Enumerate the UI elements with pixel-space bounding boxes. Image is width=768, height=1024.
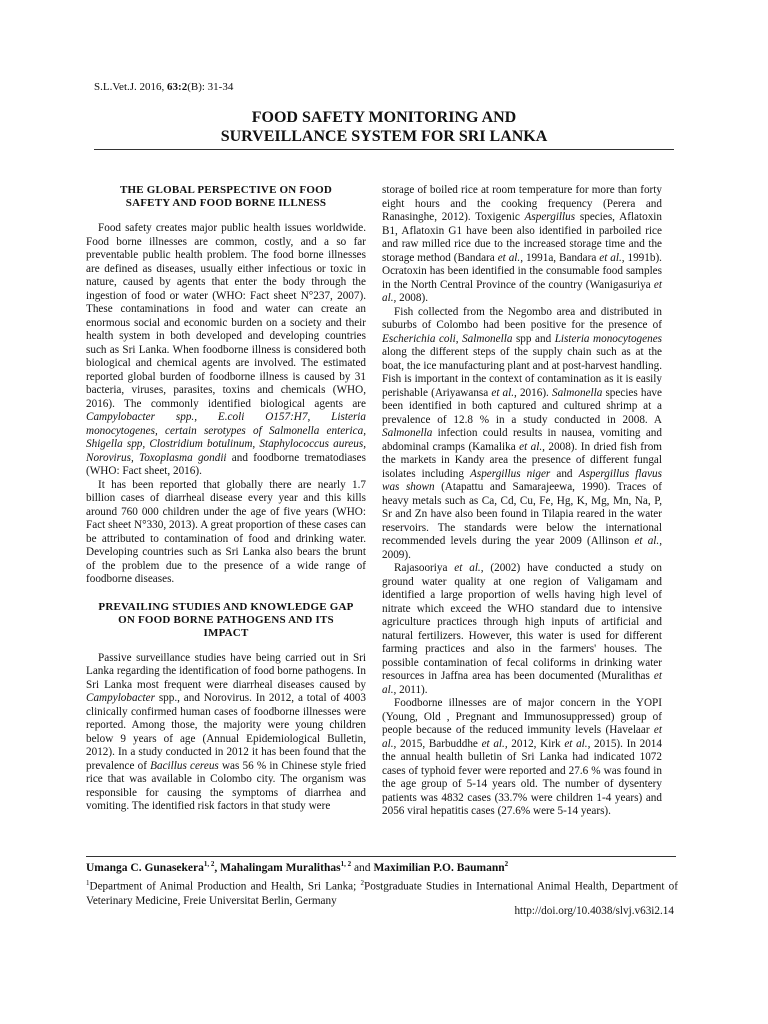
et-al: et al., — [497, 251, 523, 264]
et-al: et al., — [382, 278, 662, 304]
affiliation-text: Postgraduate Studies in International Animal Health, Department of Veterinary Medicine, Freie Universitat Berlin, Germany — [86, 880, 678, 907]
text: 2016). — [516, 386, 552, 399]
et-al: et al., — [454, 562, 484, 574]
affiliation-marker: 2 — [360, 879, 365, 887]
author-affiliation-marker: 1, 2 — [340, 860, 352, 868]
pathogen-list: Campylobacter spp., E.coli O157:H7, Listeria monocytogenes, certain serotypes of Salmonella enterica, Shigella spp, Clostridium botulinum, Staphylococcus aureus, Norovirus, Toxoplasma gondii — [86, 411, 366, 464]
author-affiliation-marker: 2 — [504, 860, 509, 868]
affiliations — [86, 876, 678, 908]
paragraph — [382, 562, 662, 697]
paragraph — [382, 184, 662, 306]
text: species have been identified in both captured and cultured shrimp at a prevalence of 12.8 % in a study conducted in 2008. A — [382, 386, 662, 426]
et-al: et al., — [382, 724, 662, 750]
text: 2015, Barbuddhe — [396, 737, 482, 750]
species-name: Aspergillus flavus was shown — [382, 467, 662, 493]
text: storage of boiled rice at room temperature for more than forty eight hours and the cooking frequency (Perera and Ranasinghe, 2012). Toxigenic — [382, 184, 662, 223]
species-name: Salmonella — [382, 427, 433, 439]
text: 1991b). Ocratoxin has been identified in the consumable food samples in the North Central Province of the country (Wanigasuriya — [382, 251, 662, 291]
text: 2012, Kirk — [507, 737, 565, 750]
separator: , — [214, 861, 221, 874]
text: (Atapattu and Samarajeewa, 1990). Traces of heavy metals such as Ca, Cd, Cu, Fe, Hg, K, Mg, Mn, Na, P, Sr and Zn have also been found in Tilapia reared in the water reservoirs. The standards were below the international recommended levels during the year 2009 (Allinson — [382, 481, 662, 547]
text: 2008). In dried fish from the markets in Kandy area the presence of different fungal isolates including — [382, 440, 663, 480]
species-name: Campylobacter — [86, 692, 155, 704]
journal-citation — [94, 81, 233, 93]
et-al: et al., — [491, 386, 517, 399]
text: Foodborne illnesses are of major concern in the YOPI (Young, Old , Pregnant and Immunosuppressed) group of people because of the reduced immunity levels (Havelaar — [382, 697, 662, 736]
affiliation-marker: 1 — [86, 879, 90, 887]
text: 2011). — [396, 683, 428, 696]
author-name: Maximilian P.O. Baumann — [373, 861, 505, 874]
heading-line: IMPACT — [203, 626, 249, 639]
et-al: et al., — [481, 737, 508, 750]
affiliation-text: Department of Animal Production and Health, Sri Lanka; — [89, 880, 361, 893]
text: Fish collected from the Negombo area and distributed in suburbs of Colombo had been positive for the presence of — [382, 305, 662, 331]
text: spp., and Norovirus. In 2012, a total of 4003 clinically confirmed human cases of foodborne illnesses were reported. Among those, the majority were young children below 9 years of age (Annual Epidemiological Bulletin, 2012). In a study conducted in 2012 it has been found that the prevalence of — [86, 692, 366, 772]
et-al: et al., — [382, 670, 662, 696]
citation-volume: 63:2 — [167, 81, 188, 93]
text: 2015). In 2014 the annual health bulletin of Sri Lanka had indicated 1072 cases of typhoid fever were reported and 27.6 % was found in the age group of 5-14 years old. The number of dysentery patients was 4832 cases (33.7% were children 1-4 years) and 2056 viral hepatitis cases (27.6% were 5-14 years). — [382, 737, 662, 817]
paragraph: It has been reported that globally there are nearly 1.7 billion cases of diarrheal disease every year and this kills around 760 000 children under the age of five years (WHO: Fact sheet N°330, 2013). A great proportion of these cases can be attributed to contamination of food and drinking water. Developing countries such as Sri Lanka also bears the brunt of the problem due to the presence of a wide range of foodborne diseases. — [86, 478, 366, 585]
text: Passive surveillance studies have being carried out in Sri Lanka regarding the identification of food borne pathogens. In Sri Lanka most frequent were diarrheal diseases caused by — [86, 651, 366, 691]
species-name: Aspergillus niger — [470, 467, 551, 480]
author-affiliation-marker: 1, 2 — [203, 860, 215, 868]
separator: and — [351, 861, 374, 874]
text: species, Aflatoxin B1, Aflatoxin G1 have been also identified in parboiled rice and raw milled rice due to the increased storage time and the storage method (Bandara — [382, 211, 662, 264]
paper-title — [94, 108, 674, 146]
right-column — [382, 184, 662, 819]
text: infection could results in nausea, vomiting and abdominal cramps (Kamalika — [382, 427, 662, 453]
title-divider — [94, 149, 674, 150]
text: Food safety creates major public health issues worldwide. Food borne illnesses are common, costly, and a so far preventable public health problem. The food borne illnesses are defined as diseases, usually either infectious or toxic in nature, caused by agents that enter the body through the ingestion of food or water (WHO: Fact sheet N°237, 2007). These contaminations in food and water can create an enormous social and economic burden on a society and their health system in both developed and developing countries such as Sri Lanka. When foodborne illness is considered both biological and chemical agents are involved. The estimated reported global burden of foodborne illness is caused by 31 bacteria, viruses, parasites, toxins and chemicals (WHO, 2016). The commonly identified biological agents are — [86, 222, 366, 410]
paragraph — [382, 306, 662, 563]
paragraph — [382, 697, 662, 819]
text: and — [550, 467, 579, 480]
text: 1991a, Bandara — [523, 251, 600, 264]
heading-line: PREVAILING STUDIES AND KNOWLEDGE GAP — [98, 600, 354, 613]
species-name: Salmonella — [551, 386, 603, 399]
paragraph — [86, 222, 366, 479]
species-name: Listeria monocytogenes — [554, 332, 663, 345]
et-al: et al., — [564, 737, 591, 750]
title-line-1: FOOD SAFETY MONITORING AND — [251, 109, 517, 126]
species-name: Escherichia coli — [382, 332, 456, 345]
doi-link[interactable]: http://doi.org/10.4038/slvj.v63i2.14 — [514, 905, 674, 917]
text: 2009). — [382, 548, 411, 561]
text: and foodborne trematodiases (WHO: Fact sheet, 2016). — [86, 451, 366, 477]
author-name: Mahalingam Muralithas — [220, 861, 341, 874]
et-al: et al., — [519, 440, 545, 453]
et-al: et al., — [599, 251, 625, 264]
footer-divider — [86, 856, 676, 857]
species-name: Aspergillus — [524, 211, 576, 223]
text: , — [455, 332, 463, 345]
title-line-2: SURVEILLANCE SYSTEM FOR SRI LANKA — [220, 128, 548, 145]
species-name: Salmonella — [462, 332, 513, 345]
author-name: Umanga C. Gunasekera — [86, 861, 204, 874]
heading-line: ON FOOD BORNE PATHOGENS AND ITS — [118, 613, 334, 626]
left-column — [86, 184, 366, 814]
text: along the different steps of the supply chain such as at the boat, the ice manufacturing plant and at post-harvest handling. Fish is important in the context of contamination as it is easily perishable (Ariyawansa — [382, 346, 662, 399]
citation-journal: S.L.Vet.J. 2016, — [94, 81, 168, 93]
text: Rajasooriya — [394, 562, 455, 574]
heading-line: THE GLOBAL PERSPECTIVE ON FOOD — [120, 184, 332, 196]
et-al: et al., — [634, 535, 662, 547]
citation-pages: (B): 31-34 — [187, 81, 234, 93]
section-heading-global-perspective — [86, 184, 366, 210]
paragraph — [86, 652, 366, 814]
species-name: Bacillus cereus — [150, 759, 219, 772]
section-heading-prevailing-studies — [86, 601, 366, 640]
author-list — [86, 860, 508, 874]
text: spp and — [512, 332, 555, 345]
text: 2008). — [396, 292, 428, 304]
text: (2002) have conducted a study on ground water quality at one region of Valigamam and identified a large proportion of wells having high level of nitrate which exceed the WHO standard due to intensive agriculture practices through high inputs of artificial and natural fertilizers. However, this water is used for different farming practices and also in the farmers' houses. The possible contamination of fecal coliforms in drinking water resources in Jaffna area has been documented (Muralithas — [382, 562, 662, 682]
text: was 56 % in Chinese style fried rice that was available in Colombo city. The organism was responsible for causing the symptoms of diarrhea and vomiting. The identified risk factors in that study were — [86, 759, 366, 812]
heading-line: SAFETY AND FOOD BORNE ILLNESS — [125, 197, 327, 209]
